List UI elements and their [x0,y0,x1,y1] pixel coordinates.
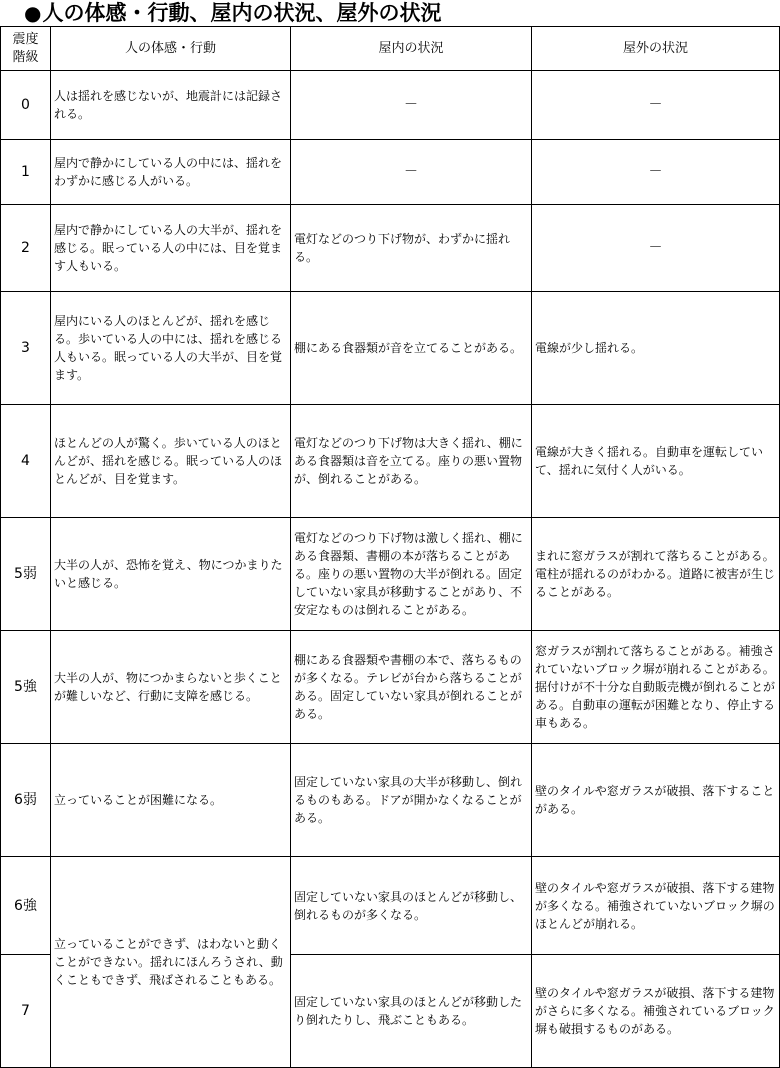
indoor-cell: 電灯などのつり下げ物が、わずかに揺れる。 [291,205,532,292]
human-cell-merged: 立っていることができず、はわないと動くことができない。揺れにほんろうされ、動くこともできず、飛ばされることもある。 [51,857,291,1068]
header-indoor: 屋内の状況 [291,27,532,71]
level-cell: 0 [1,71,51,140]
level-cell: 6弱 [1,744,51,857]
table-row [1,857,780,955]
indoor-cell: － [291,140,532,205]
outdoor-cell: 窓ガラスが割れて落ちることがある。補強されていないブロック塀が崩れることがある。据付けが不十分な自動販売機が倒れることがある。自動車の運転が困難となり、停止する車もある。 [532,631,780,744]
human-cell: 大半の人が、物につかまらないと歩くことが難しいなど、行動に支障を感じる。 [51,631,291,744]
level-cell: 5強 [1,631,51,744]
indoor-cell: 棚にある食器類が音を立てることがある。 [291,292,532,405]
bullet-icon: ● [24,1,42,25]
outdoor-cell: 壁のタイルや窓ガラスが破損、落下することがある。 [532,744,780,857]
human-cell: ほとんどの人が驚く。歩いている人のほとんどが、揺れを感じる。眠っている人のほとんどが、目を覚ます。 [51,405,291,518]
table-header-row [1,27,780,71]
page-title [24,0,441,27]
indoor-cell: 固定していない家具のほとんどが移動し、倒れるものが多くなる。 [291,857,532,955]
level-cell: 4 [1,405,51,518]
table-row [1,631,780,744]
table-row [1,744,780,857]
human-cell: 立っていることが困難になる。 [51,744,291,857]
indoor-cell: － [291,71,532,140]
outdoor-cell: － [532,71,780,140]
header-level: 震度 階級 [1,27,51,71]
level-cell: 5弱 [1,518,51,631]
indoor-cell: 固定していない家具のほとんどが移動したり倒れたりし、飛ぶこともある。 [291,955,532,1068]
human-cell: 屋内にいる人のほとんどが、揺れを感じる。歩いている人の中には、揺れを感じる人もいる。眠っている人の大半が、目を覚ます。 [51,292,291,405]
human-cell: 屋内で静かにしている人の大半が、揺れを感じる。眠っている人の中には、目を覚ます人もいる。 [51,205,291,292]
human-cell: 屋内で静かにしている人の中には、揺れをわずかに感じる人がいる。 [51,140,291,205]
table-row [1,405,780,518]
level-cell: 7 [1,955,51,1068]
table-row [1,71,780,140]
indoor-cell: 電灯などのつり下げ物は大きく揺れ、棚にある食器類は音を立てる。座りの悪い置物が、倒れることがある。 [291,405,532,518]
outdoor-cell: － [532,140,780,205]
level-cell: 1 [1,140,51,205]
header-human: 人の体感・行動 [51,27,291,71]
indoor-cell: 固定していない家具の大半が移動し、倒れるものもある。ドアが開かなくなることがある。 [291,744,532,857]
indoor-cell: 電灯などのつり下げ物は激しく揺れ、棚にある食器類、書棚の本が落ちることがある。座りの悪い置物の大半が倒れる。固定していない家具が移動することがあり、不安定なものは倒れることがある。 [291,518,532,631]
outdoor-cell: 電線が少し揺れる。 [532,292,780,405]
seismic-intensity-table [0,26,780,1068]
indoor-cell: 棚にある食器類や書棚の本で、落ちるものが多くなる。テレビが台から落ちることがある。固定していない家具が倒れることがある。 [291,631,532,744]
outdoor-cell: 壁のタイルや窓ガラスが破損、落下する建物が多くなる。補強されていないブロック塀のほとんどが崩れる。 [532,857,780,955]
outdoor-cell: まれに窓ガラスが割れて落ちることがある。電柱が揺れるのがわかる。道路に被害が生じることがある。 [532,518,780,631]
outdoor-cell: 壁のタイルや窓ガラスが破損、落下する建物がさらに多くなる。補強されているブロック塀も破損するものがある。 [532,955,780,1068]
header-outdoor: 屋外の状況 [532,27,780,71]
level-cell: 3 [1,292,51,405]
table-row [1,140,780,205]
page-title-text: 人の体感・行動、屋内の状況、屋外の状況 [42,1,442,25]
human-cell: 人は揺れを感じないが、地震計には記録される。 [51,71,291,140]
outdoor-cell: － [532,205,780,292]
table-row [1,292,780,405]
level-cell: 6強 [1,857,51,955]
table-row [1,518,780,631]
outdoor-cell: 電線が大きく揺れる。自動車を運転していて、揺れに気付く人がいる。 [532,405,780,518]
human-cell: 大半の人が、恐怖を覚え、物につかまりたいと感じる。 [51,518,291,631]
level-cell: 2 [1,205,51,292]
table-row [1,205,780,292]
